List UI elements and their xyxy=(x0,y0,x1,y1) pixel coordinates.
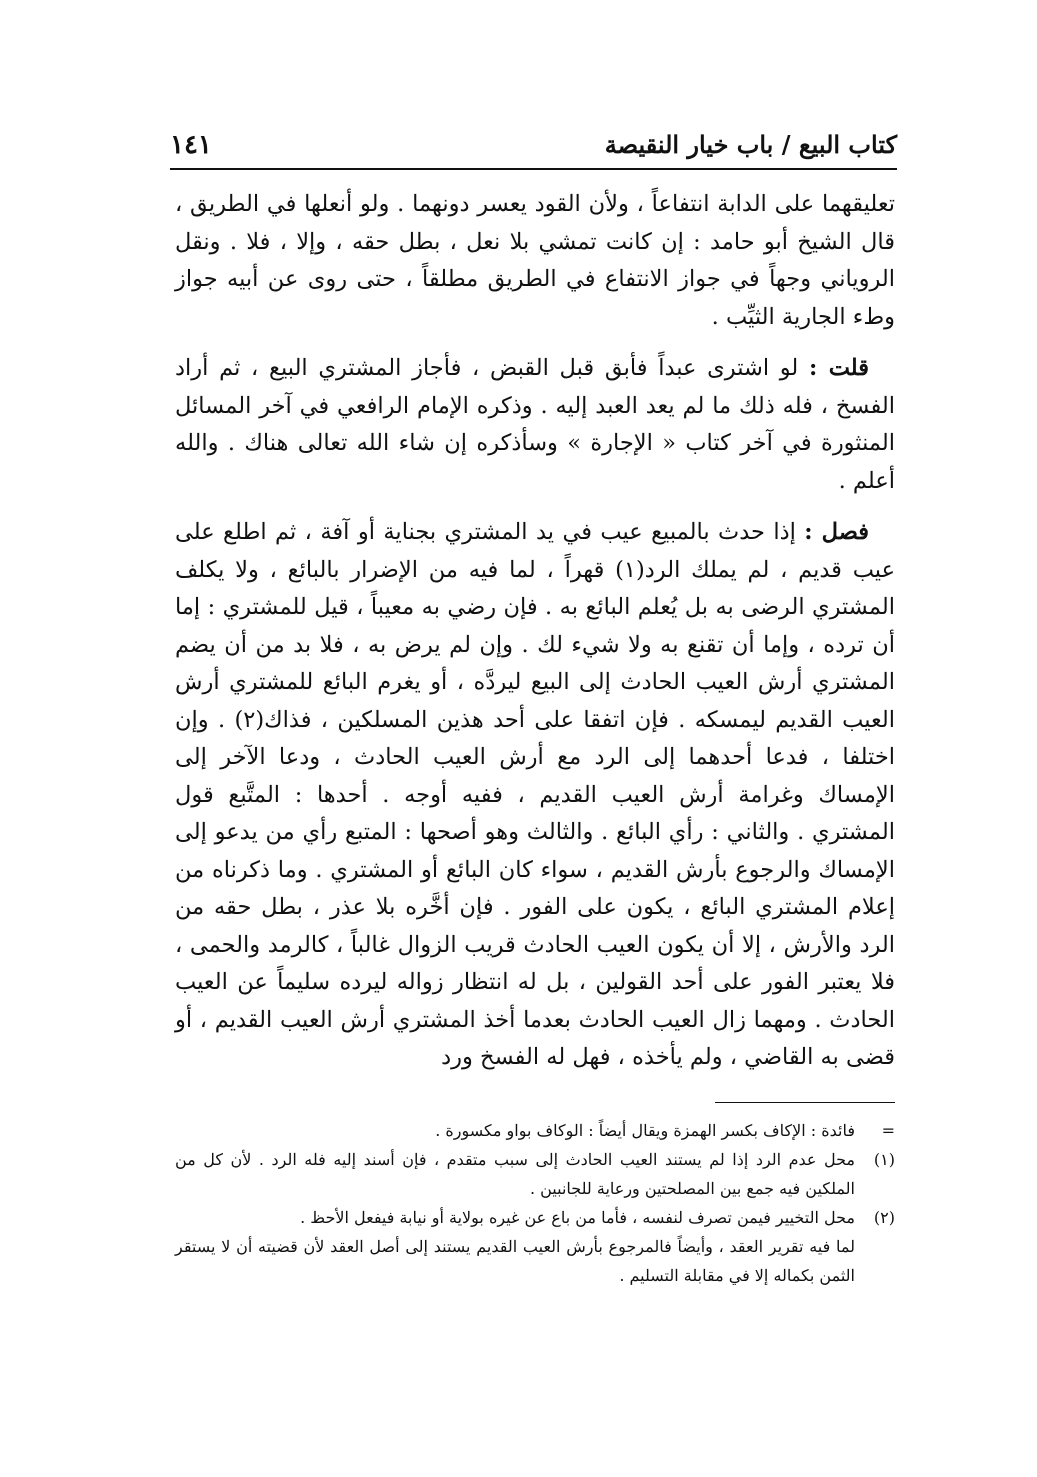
page-number: ١٤١ xyxy=(170,130,212,160)
running-title: كتاب البيع / باب خيار النقيصة xyxy=(604,130,897,159)
paragraph-2 xyxy=(175,350,895,500)
footnote-continued xyxy=(175,1116,895,1145)
paragraph-3-text: إذا حدث بالمبيع عيب في يد المشتري بجناية أو آفة ، ثم اطلع على عيب قديم ، لم يملك الرد(١) قهراً ، لما فيه من الإضرار بالبائع ، ولا يكلف المشتري الرضى به بل يُعلم البائع به . فإن رضي به معيباً ، قيل للمشتري : إما أن ترده ، وإما أن تقنع به ولا شيء لك . وإن لم يرض به ، فلا بد من أن يضم المشتري أرش العيب الحادث إلى البيع ليردَّه ، أو يغرم البائع للمشتري أرش العيب القديم ليمسكه . فإن اتفقا على أحد هذين المسلكين ، فذاك(٢) . وإن اختلفا ، فدعا أحدهما إلى الرد مع أرش العيب الحادث ، ودعا الآخر إلى الإمساك وغرامة أرش العيب القديم ، ففيه أوجه . أحدها : المتَّبع قول المشتري . والثاني : رأي البائع . والثالث وهو أصحها : المتبع رأي من يدعو إلى الإمساك والرجوع بأرش القديم ، سواء كان البائع أو المشتري . وما ذكرناه من إعلام المشتري البائع ، يكون على الفور . فإن أخَّره بلا عذر ، بطل حقه من الرد والأرش ، إلا أن يكون العيب الحادث قريب الزوال غالباً ، كالرمد والحمى ، فلا يعتبر الفور على أحد القولين ، بل له انتظار زواله ليرده سليماً عن العيب الحادث . ومهما زال العيب الحادث بعدما أخذ المشتري أرش العيب القديم ، أو قضى به القاضي ، ولم يأخذه ، فهل له الفسخ ورد xyxy=(175,519,896,1070)
footnote-rule xyxy=(715,1102,895,1103)
paragraph-2-lead: قلت : xyxy=(809,355,869,381)
paragraph-3-lead: فصل : xyxy=(804,519,869,545)
footnote-1-marker: (١) xyxy=(873,1150,895,1169)
footnote-2-text: محل التخيير فيمن تصرف لنفسه ، فأما من باع عن غيره بولاية أو نيابة فيفعل الأحظ . xyxy=(300,1208,855,1227)
footnote-2 xyxy=(175,1203,895,1232)
footnote-1 xyxy=(175,1145,895,1203)
running-header xyxy=(170,128,897,168)
paragraph-2-text: لو اشترى عبداً فأبق قبل القبض ، فأجاز المشتري البيع ، ثم أراد الفسخ ، فله ذلك ما لم يعد العبد إليه . وذكره الإمام الرافعي في آخر المسائل المنثورة في آخر كتاب « الإجارة » وسأذكره إن شاء الله تعالى هناك . والله أعلم . xyxy=(175,355,895,494)
footnote-continued-text: فائدة : الإكاف بكسر الهمزة ويقال أيضاً : الوكاف بواو مكسورة . xyxy=(435,1121,855,1140)
footnote-1-text: محل عدم الرد إذا لم يستند العيب الحادث إلى سبب متقدم ، فإن أسند إليه فله الرد . لأن كل من الملكين فيه جمع بين المصلحتين ورعاية للجانبين . xyxy=(175,1150,855,1198)
header-rule xyxy=(170,168,897,170)
footnote-2-marker: (٢) xyxy=(873,1208,895,1227)
footnote-continued-marker: = xyxy=(881,1121,895,1140)
paragraph-3 xyxy=(175,514,895,1077)
footnotes xyxy=(175,1116,895,1290)
main-text xyxy=(175,186,895,1077)
paragraph-1: تعليقهما على الدابة انتفاعاً ، ولأن القود يعسر دونهما . ولو أنعلها في الطريق ، قال الشيخ أبو حامد : إن كانت تمشي بلا نعل ، بطل حقه ، وإلا ، فلا . ونقل الروياني وجهاً في جواز الانتفاع في الطريق مطلقاً ، حتى روى عن أبيه جواز وطء الجارية الثيِّب . xyxy=(175,191,895,330)
footnote-continuation: لما فيه تقرير العقد ، وأيضاً فالمرجوع بأرش العيب القديم يستند إلى أصل العقد لأن قضيته أن لا يستقر الثمن بكماله إلا في مقابلة التسليم . xyxy=(175,1237,855,1285)
